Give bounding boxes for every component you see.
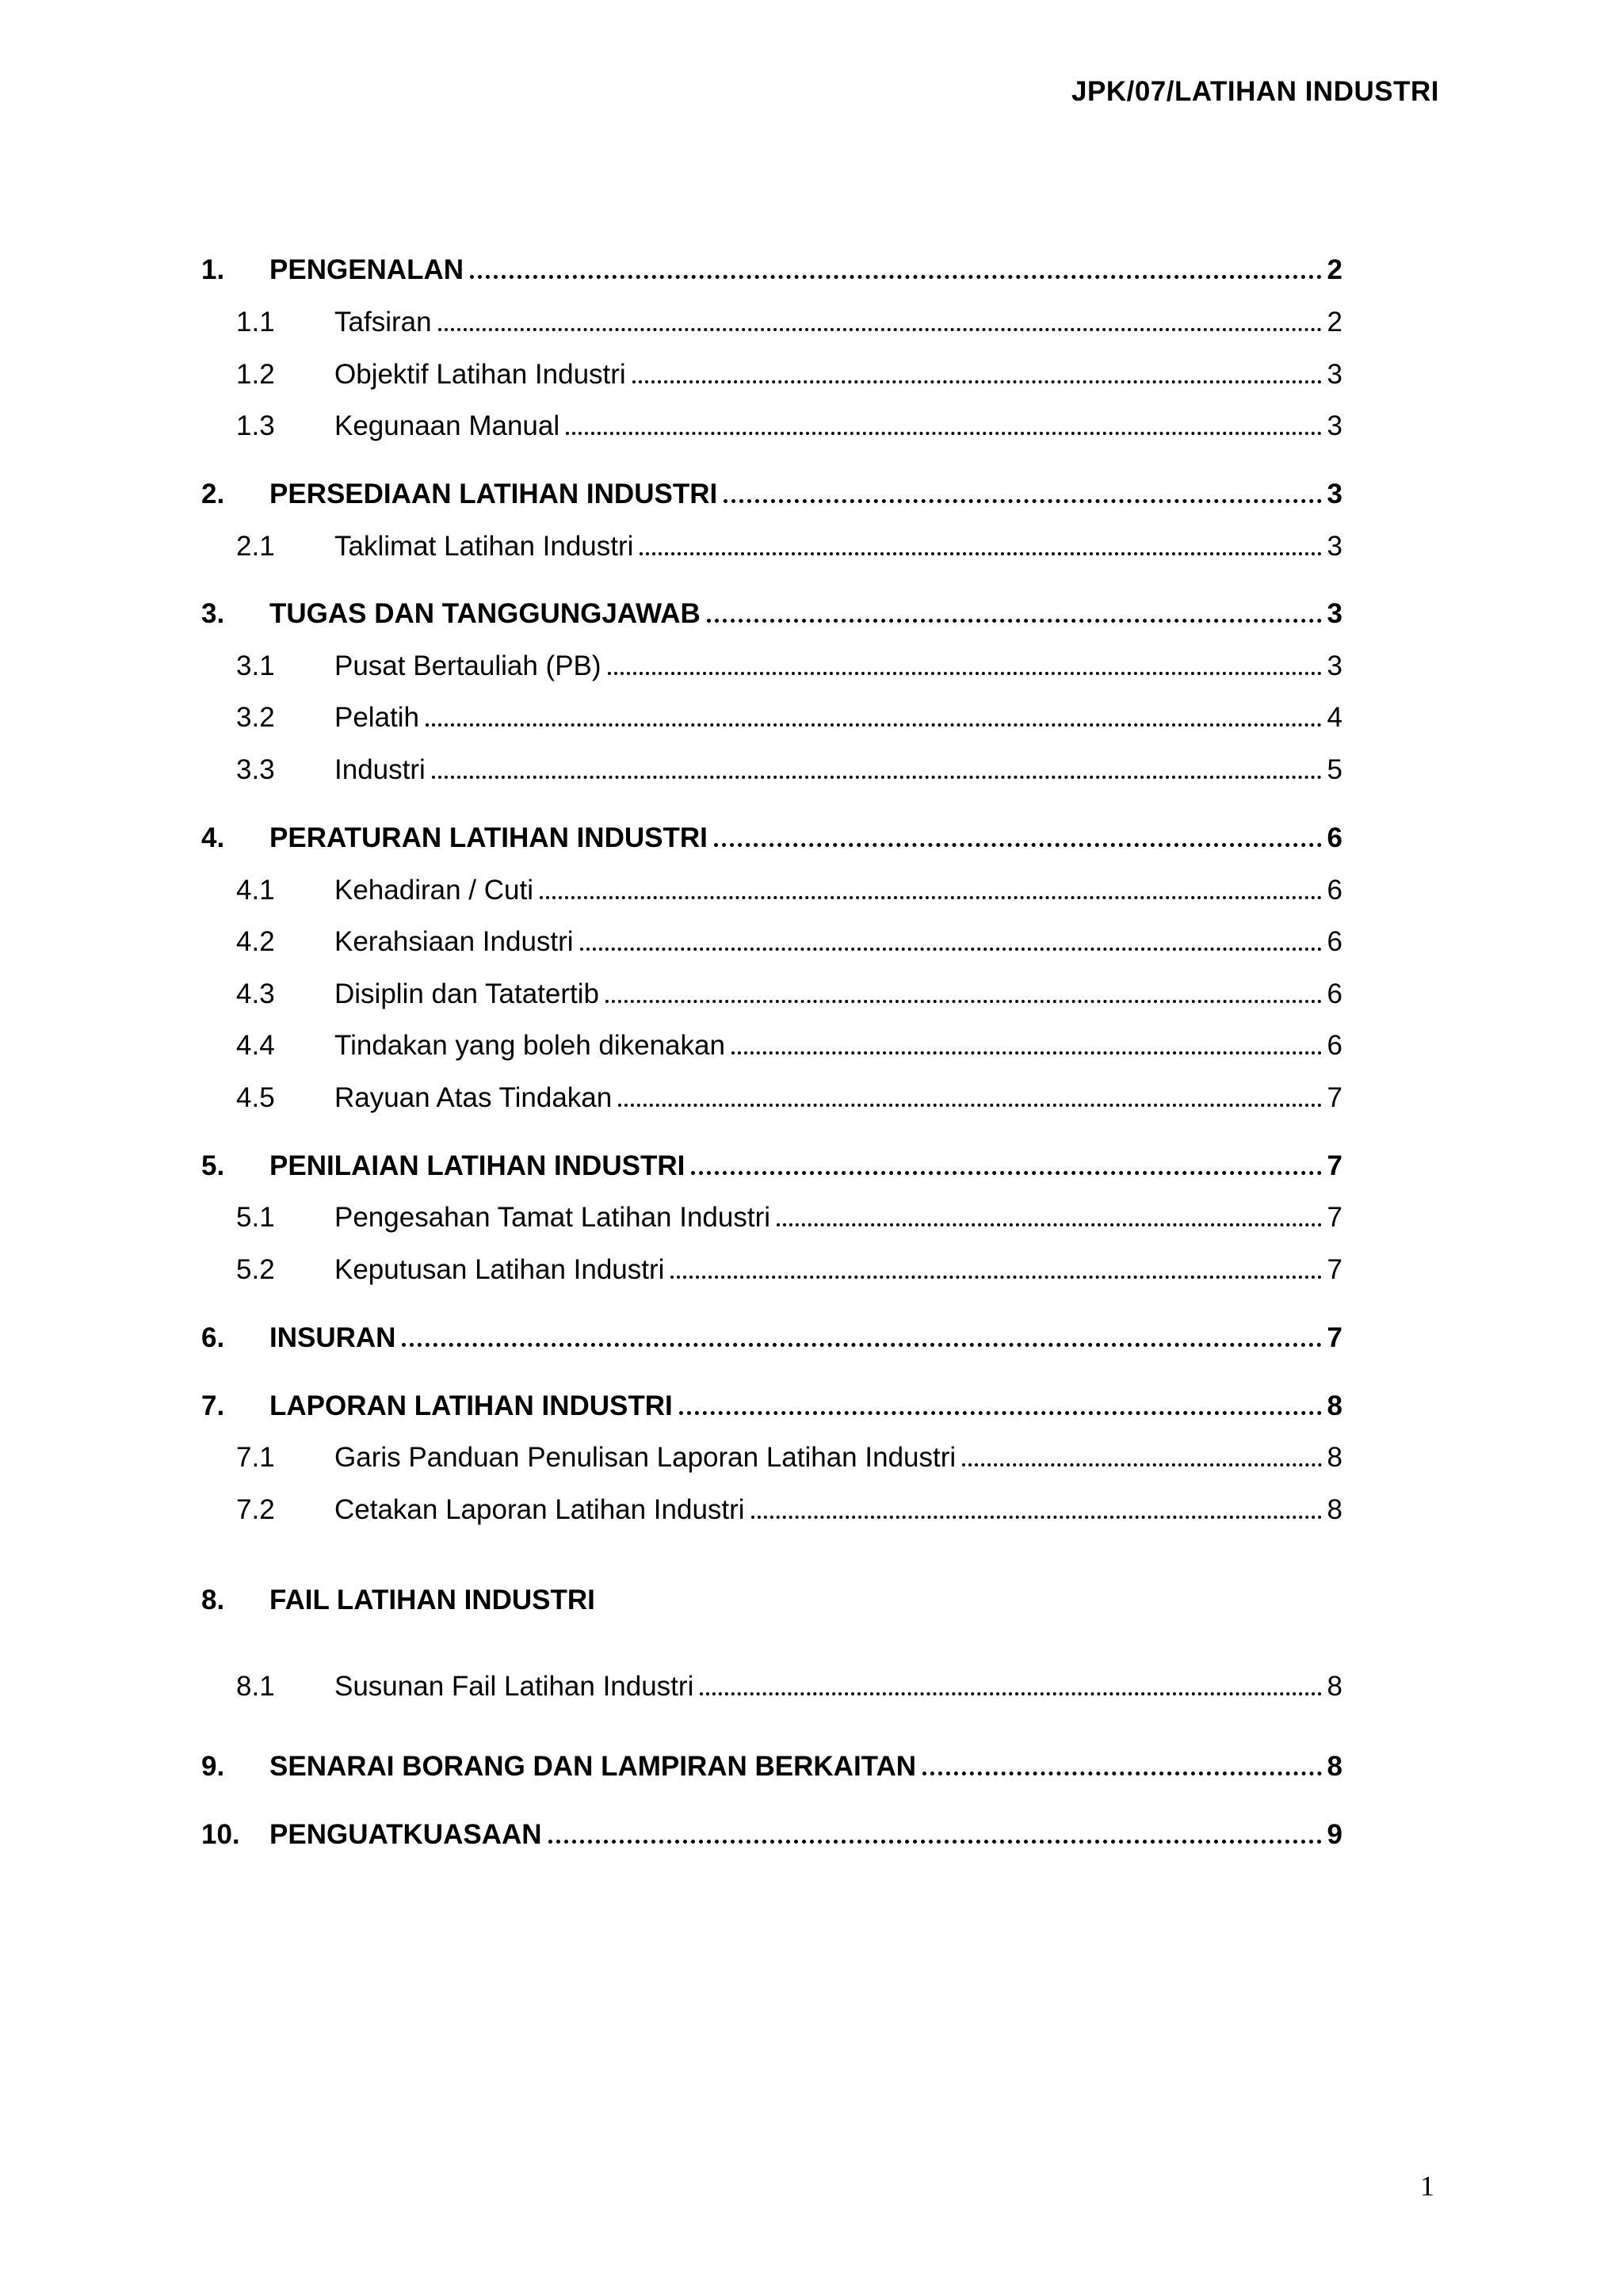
toc-section-entry xyxy=(201,596,1342,632)
toc-entry-page-number: 8 xyxy=(1327,1494,1342,1525)
toc-subsection-entry xyxy=(201,1440,1342,1476)
toc-entry-page-number: 8 xyxy=(1327,1671,1342,1702)
toc-dot-leader xyxy=(691,1171,1322,1175)
toc-entry-title: Garis Panduan Penulisan Laporan Latihan Industri xyxy=(334,1442,957,1473)
toc-entry-number: 5.2 xyxy=(236,1254,275,1285)
toc-entry-title: Cetakan Laporan Latihan Industri xyxy=(334,1494,745,1525)
toc-subsection-entry xyxy=(201,1028,1342,1064)
toc-section-entry xyxy=(201,1320,1342,1356)
toc-entry-title: PERSEDIAAN LATIHAN INDUSTRI xyxy=(269,479,718,509)
toc-entry-number: 4.2 xyxy=(236,926,275,957)
toc-subsection-entry xyxy=(201,1252,1342,1288)
toc-dot-leader xyxy=(679,1411,1322,1415)
toc-entry-page-number: 3 xyxy=(1327,359,1342,390)
toc-subsection-entry xyxy=(201,924,1342,960)
toc-dot-leader xyxy=(724,499,1322,503)
toc-subsection-entry xyxy=(201,872,1342,909)
toc-subsection-entry xyxy=(201,1669,1342,1705)
toc-dot-leader xyxy=(751,1516,1322,1519)
toc-entry-title: Objektif Latihan Industri xyxy=(334,359,626,390)
toc-dot-leader xyxy=(426,723,1322,727)
toc-entry-page-number: 4 xyxy=(1327,702,1342,733)
toc-entry-title: Taklimat Latihan Industri xyxy=(334,531,634,562)
toc-dot-leader xyxy=(670,1276,1322,1279)
toc-dot-leader xyxy=(548,1840,1322,1844)
toc-dot-leader xyxy=(438,328,1322,331)
toc-section-entry xyxy=(201,1582,1342,1619)
toc-section-entry xyxy=(201,1817,1342,1853)
toc-section-entry xyxy=(201,476,1342,513)
toc-dot-leader xyxy=(700,1692,1322,1695)
toc-entry-title: INSURAN xyxy=(269,1322,396,1353)
toc-entry-page-number: 6 xyxy=(1327,1030,1342,1061)
toc-section-entry xyxy=(201,1148,1342,1184)
toc-entry-page-number: 7 xyxy=(1327,1082,1342,1113)
toc-entry-page-number: 3 xyxy=(1327,410,1342,441)
toc-section-entry xyxy=(201,1749,1342,1785)
toc-dot-leader xyxy=(962,1463,1322,1466)
toc-dot-leader xyxy=(605,1000,1322,1003)
toc-entry-number: 5. xyxy=(201,1150,225,1181)
toc-entry-title: Pusat Bertauliah (PB) xyxy=(334,650,601,681)
toc-entry-page-number: 7 xyxy=(1327,1254,1342,1285)
toc-subsection-entry xyxy=(201,1492,1342,1528)
toc-entry-page-number: 7 xyxy=(1327,1202,1342,1233)
toc-subsection-entry xyxy=(201,304,1342,341)
toc-entry-title: Kerahsiaan Industri xyxy=(334,926,574,957)
toc-entry-title: FAIL LATIHAN INDUSTRI xyxy=(269,1585,595,1615)
toc-entry-page-number: 2 xyxy=(1327,254,1342,285)
toc-entry-number: 8. xyxy=(201,1585,225,1615)
toc-entry-title: SENARAI BORANG DAN LAMPIRAN BERKAITAN xyxy=(269,1751,917,1782)
toc-entry-title: Disiplin dan Tatatertib xyxy=(334,978,599,1009)
toc-dot-leader xyxy=(540,896,1322,899)
toc-subsection-entry xyxy=(201,648,1342,685)
toc-entry-title: LAPORAN LATIHAN INDUSTRI xyxy=(269,1390,673,1421)
toc-dot-leader xyxy=(402,1343,1322,1347)
toc-entry-number: 9. xyxy=(201,1751,225,1782)
toc-entry-page-number: 6 xyxy=(1327,822,1342,853)
toc-entry-page-number: 8 xyxy=(1327,1751,1342,1782)
toc-entry-number: 7. xyxy=(201,1390,225,1421)
toc-entry-number: 4.1 xyxy=(236,875,275,906)
toc-entry-title: Susunan Fail Latihan Industri xyxy=(334,1671,694,1702)
toc-section-entry xyxy=(201,252,1342,288)
toc-dot-leader xyxy=(640,552,1322,555)
toc-subsection-entry xyxy=(201,357,1342,393)
toc-entry-number: 1. xyxy=(201,254,225,285)
toc-dot-leader xyxy=(707,619,1322,623)
toc-entry-title: Pelatih xyxy=(334,702,420,733)
toc-dot-leader xyxy=(566,432,1322,435)
toc-entry-number: 8.1 xyxy=(236,1671,275,1702)
toc-dot-leader xyxy=(632,380,1322,383)
page-number: 1 xyxy=(1420,2170,1434,2202)
toc-entry-title: PENILAIAN LATIHAN INDUSTRI xyxy=(269,1150,685,1181)
toc-entry-page-number: 7 xyxy=(1327,1322,1342,1353)
toc-entry-page-number: 3 xyxy=(1327,531,1342,562)
document-code-header: JPK/07/LATIHAN INDUSTRI xyxy=(1071,76,1439,107)
toc-entry-page-number: 9 xyxy=(1327,1819,1342,1850)
toc-section-entry xyxy=(201,1388,1342,1425)
toc-section-entry xyxy=(201,820,1342,856)
toc-entry-page-number: 6 xyxy=(1327,926,1342,957)
toc-entry-number: 3. xyxy=(201,598,225,629)
toc-entry-title: Rayuan Atas Tindakan xyxy=(334,1082,613,1113)
toc-entry-number: 1.2 xyxy=(236,359,275,390)
toc-dot-leader xyxy=(731,1051,1322,1055)
toc-entry-number: 1.3 xyxy=(236,410,275,441)
toc-entry-page-number: 8 xyxy=(1327,1390,1342,1421)
toc-subsection-entry xyxy=(201,1199,1342,1236)
toc-entry-number: 2.1 xyxy=(236,531,275,562)
toc-entry-title: PERATURAN LATIHAN INDUSTRI xyxy=(269,822,708,853)
toc-entry-title: Industri xyxy=(334,754,426,785)
toc-entry-title: Kehadiran / Cuti xyxy=(334,875,533,906)
toc-entry-page-number: 5 xyxy=(1327,754,1342,785)
toc-entry-title: Pengesahan Tamat Latihan Industri xyxy=(334,1202,771,1233)
toc-dot-leader xyxy=(714,843,1322,847)
toc-entry-title: Tindakan yang boleh dikenakan xyxy=(334,1030,725,1061)
toc-entry-page-number: 7 xyxy=(1327,1150,1342,1181)
toc-entry-number: 5.1 xyxy=(236,1202,275,1233)
toc-dot-leader xyxy=(777,1223,1322,1226)
toc-entry-number: 3.2 xyxy=(236,702,275,733)
toc-entry-page-number: 6 xyxy=(1327,978,1342,1009)
toc-entry-title: Kegunaan Manual xyxy=(334,410,560,441)
toc-dot-leader xyxy=(618,1104,1322,1107)
toc-entry-number: 4.4 xyxy=(236,1030,275,1061)
toc-dot-leader xyxy=(432,776,1322,779)
toc-entry-number: 7.2 xyxy=(236,1494,275,1525)
toc-entry-title: PENGENALAN xyxy=(269,254,464,285)
toc-entry-number: 6. xyxy=(201,1322,225,1353)
toc-entry-title: Tafsiran xyxy=(334,307,432,338)
toc-subsection-entry xyxy=(201,408,1342,444)
toc-entry-page-number: 2 xyxy=(1327,307,1342,338)
toc-dot-leader xyxy=(922,1772,1322,1775)
toc-entry-page-number: 3 xyxy=(1327,479,1342,509)
toc-dot-leader xyxy=(470,275,1322,279)
toc-dot-leader xyxy=(580,948,1322,951)
toc-entry-page-number: 6 xyxy=(1327,875,1342,906)
toc-entry-number: 4.5 xyxy=(236,1082,275,1113)
toc-entry-title: Keputusan Latihan Industri xyxy=(334,1254,665,1285)
toc-subsection-entry xyxy=(201,1080,1342,1116)
toc-entry-title: PENGUATKUASAAN xyxy=(269,1819,542,1850)
toc-subsection-entry xyxy=(201,752,1342,788)
toc-entry-title: TUGAS DAN TANGGUNGJAWAB xyxy=(269,598,701,629)
toc-entry-number: 3.3 xyxy=(236,754,275,785)
toc-subsection-entry xyxy=(201,700,1342,736)
toc-entry-number: 10. xyxy=(201,1819,240,1850)
toc-entry-number: 4. xyxy=(201,822,225,853)
toc-subsection-entry xyxy=(201,976,1342,1013)
toc-entry-page-number: 3 xyxy=(1327,598,1342,629)
toc-entry-number: 1.1 xyxy=(236,307,275,338)
toc-subsection-entry xyxy=(201,528,1342,565)
toc-entry-page-number: 3 xyxy=(1327,650,1342,681)
toc-dot-leader xyxy=(608,672,1322,675)
toc-entry-number: 2. xyxy=(201,479,225,509)
toc-entry-number: 7.1 xyxy=(236,1442,275,1473)
toc-entry-number: 3.1 xyxy=(236,650,275,681)
toc-entry-page-number: 8 xyxy=(1327,1442,1342,1473)
toc-entry-number: 4.3 xyxy=(236,978,275,1009)
